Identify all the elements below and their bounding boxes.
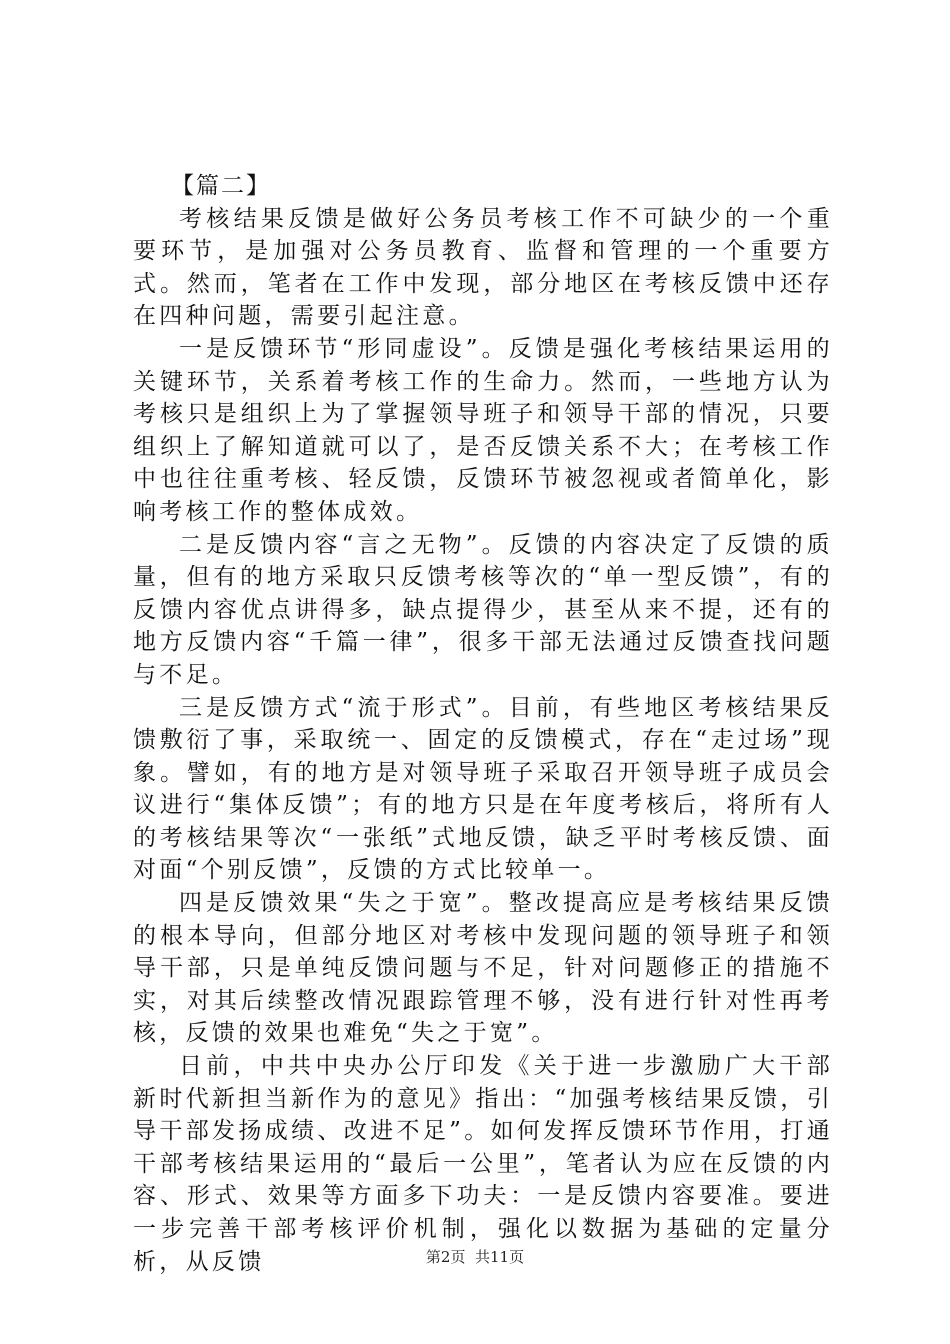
paragraph: 四是反馈效果“失之于宽”。整改提高应是考核结果反馈的根本导向，但部分地区对考核中发现问题的领导班子和领导干部，只是单纯反馈问题与不足，针对问题修正的措施不实，对其后续整改情况跟踪管理不够，没有进行针对性再考核，反馈的效果也难免“失之于宽”。 xyxy=(133,890,833,1047)
page-total: 共11页 xyxy=(475,1248,525,1266)
page-number: 第2页 xyxy=(425,1248,466,1266)
section-heading: 【篇二】 xyxy=(171,173,271,199)
paragraph: 日前，中共中央办公厅印发《关于进一步激励广大干部新时代新担当新作为的意见》指出：“加强考核结果反馈，引导干部发扬成绩、改进不足”。如何发挥反馈环节作用，打通干部考核结果运用的“最后一公里”，笔者认为应在反馈的内容、形式、效果等方面多下功夫：一是反馈内容要准。要进一步完善干部考核评价机制，强化以数据为基础的定量分析，从反馈 xyxy=(133,1053,833,1275)
document-body xyxy=(133,170,833,1278)
paragraph: 考核结果反馈是做好公务员考核工作不可缺少的一个重要环节，是加强对公务员教育、监督和管理的一个重要方式。然而，笔者在工作中发现，部分地区在考核反馈中还存在四种问题，需要引起注意。 xyxy=(133,205,833,330)
paragraph: 二是反馈内容“言之无物”。反馈的内容决定了反馈的质量，但有的地方采取只反馈考核等次的“单一型反馈”，有的反馈内容优点讲得多，缺点提得少，甚至从来不提，还有的地方反馈内容“千篇一律”，很多干部无法通过反馈查找问题与不足。 xyxy=(133,531,833,688)
footer-separator xyxy=(465,1248,475,1266)
paragraph: 一是反馈环节“形同虚设”。反馈是强化考核结果运用的关键环节，关系着考核工作的生命力。然而，一些地方认为考核只是组织上为了掌握领导班子和领导干部的情况，只要组织上了解知道就可以了，是否反馈关系不大；在考核工作中也往往重考核、轻反馈，反馈环节被忽视或者简单化，影响考核工作的整体成效。 xyxy=(133,335,833,525)
paragraph: 三是反馈方式“流于形式”。目前，有些地区考核结果反馈敷衍了事，采取统一、固定的反馈模式，存在“走过场”现象。譬如，有的地方是对领导班子采取召开领导班子成员会议进行“集体反馈”；有的地方只是在年度考核后，将所有人的考核结果等次“一张纸”式地反馈，缺乏平时考核反馈、面对面“个别反馈”，反馈的方式比较单一。 xyxy=(133,694,833,884)
page-footer xyxy=(0,1247,950,1267)
